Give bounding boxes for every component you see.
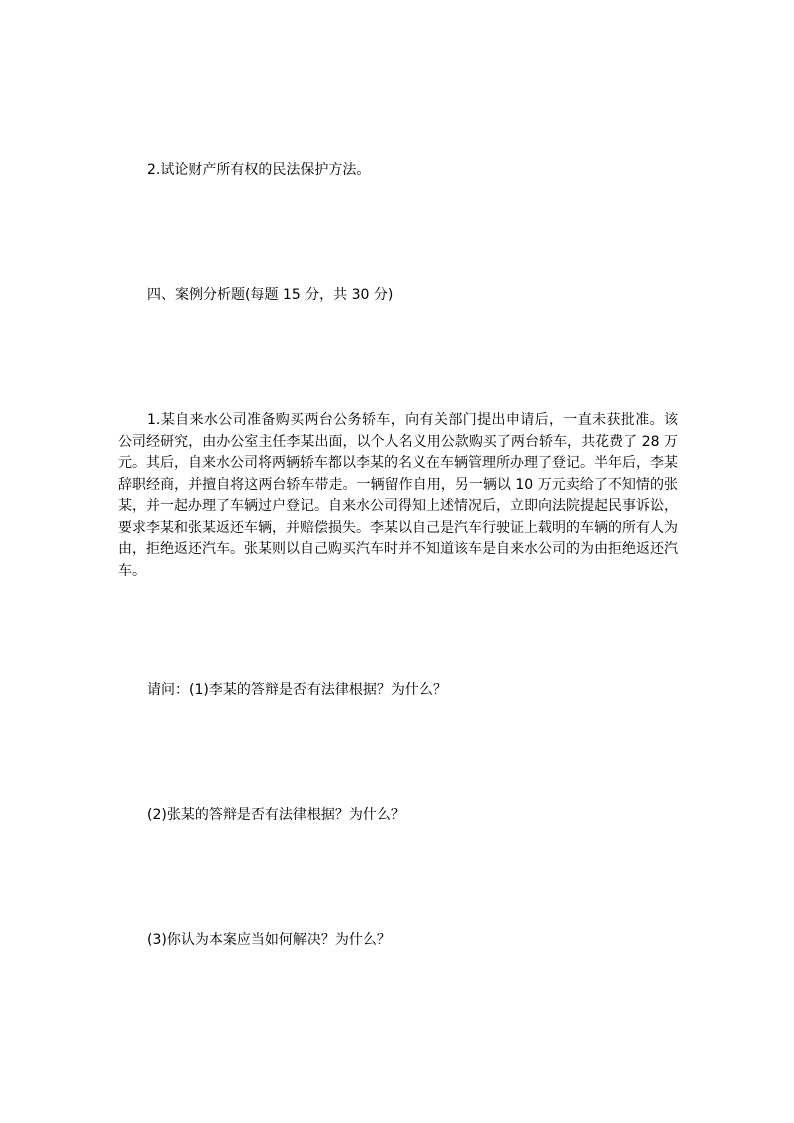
- sub-question-1: 请问：(1)李某的答辩是否有法律根据？为什么？: [147, 682, 447, 698]
- sub-question-2: (2)张某的答辩是否有法律根据？为什么？: [147, 807, 405, 823]
- case-1-paragraph: 1.某自来水公司准备购买两台公务轿车，向有关部门提出申请后，一直未获批准。该公司经研究，由办公室主任李某出面，以个人名义用公款购买了两台轿车，共花费了 28 万元。其后，自来水公司将两辆轿车都以李某的名义在车辆管理所办理了登记。半年后，李某辞职经商，并擅自将这两台轿车带走。一辆留作自用，另一辆以 10 万元卖给了不知情的张某，并一起办理了车辆过户登记。自来水公司得知上述情况后，立即向法院提起民事诉讼，要求李某和张某返还车辆，并赔偿损失。李某以自己是汽车行驶证上载明的车辆的所有人为由，拒绝返还汽车。张某则以自己购买汽车时并不知道该车是自来水公司的为由拒绝返还汽车。: [118, 412, 678, 579]
- section-4-heading: 四、案例分析题(每题 15 分，共 30 分): [147, 287, 394, 303]
- sub-question-3: (3)你认为本案应当如何解决？为什么？: [147, 932, 391, 948]
- question-2: 2.试论财产所有权的民法保护方法。: [147, 162, 371, 178]
